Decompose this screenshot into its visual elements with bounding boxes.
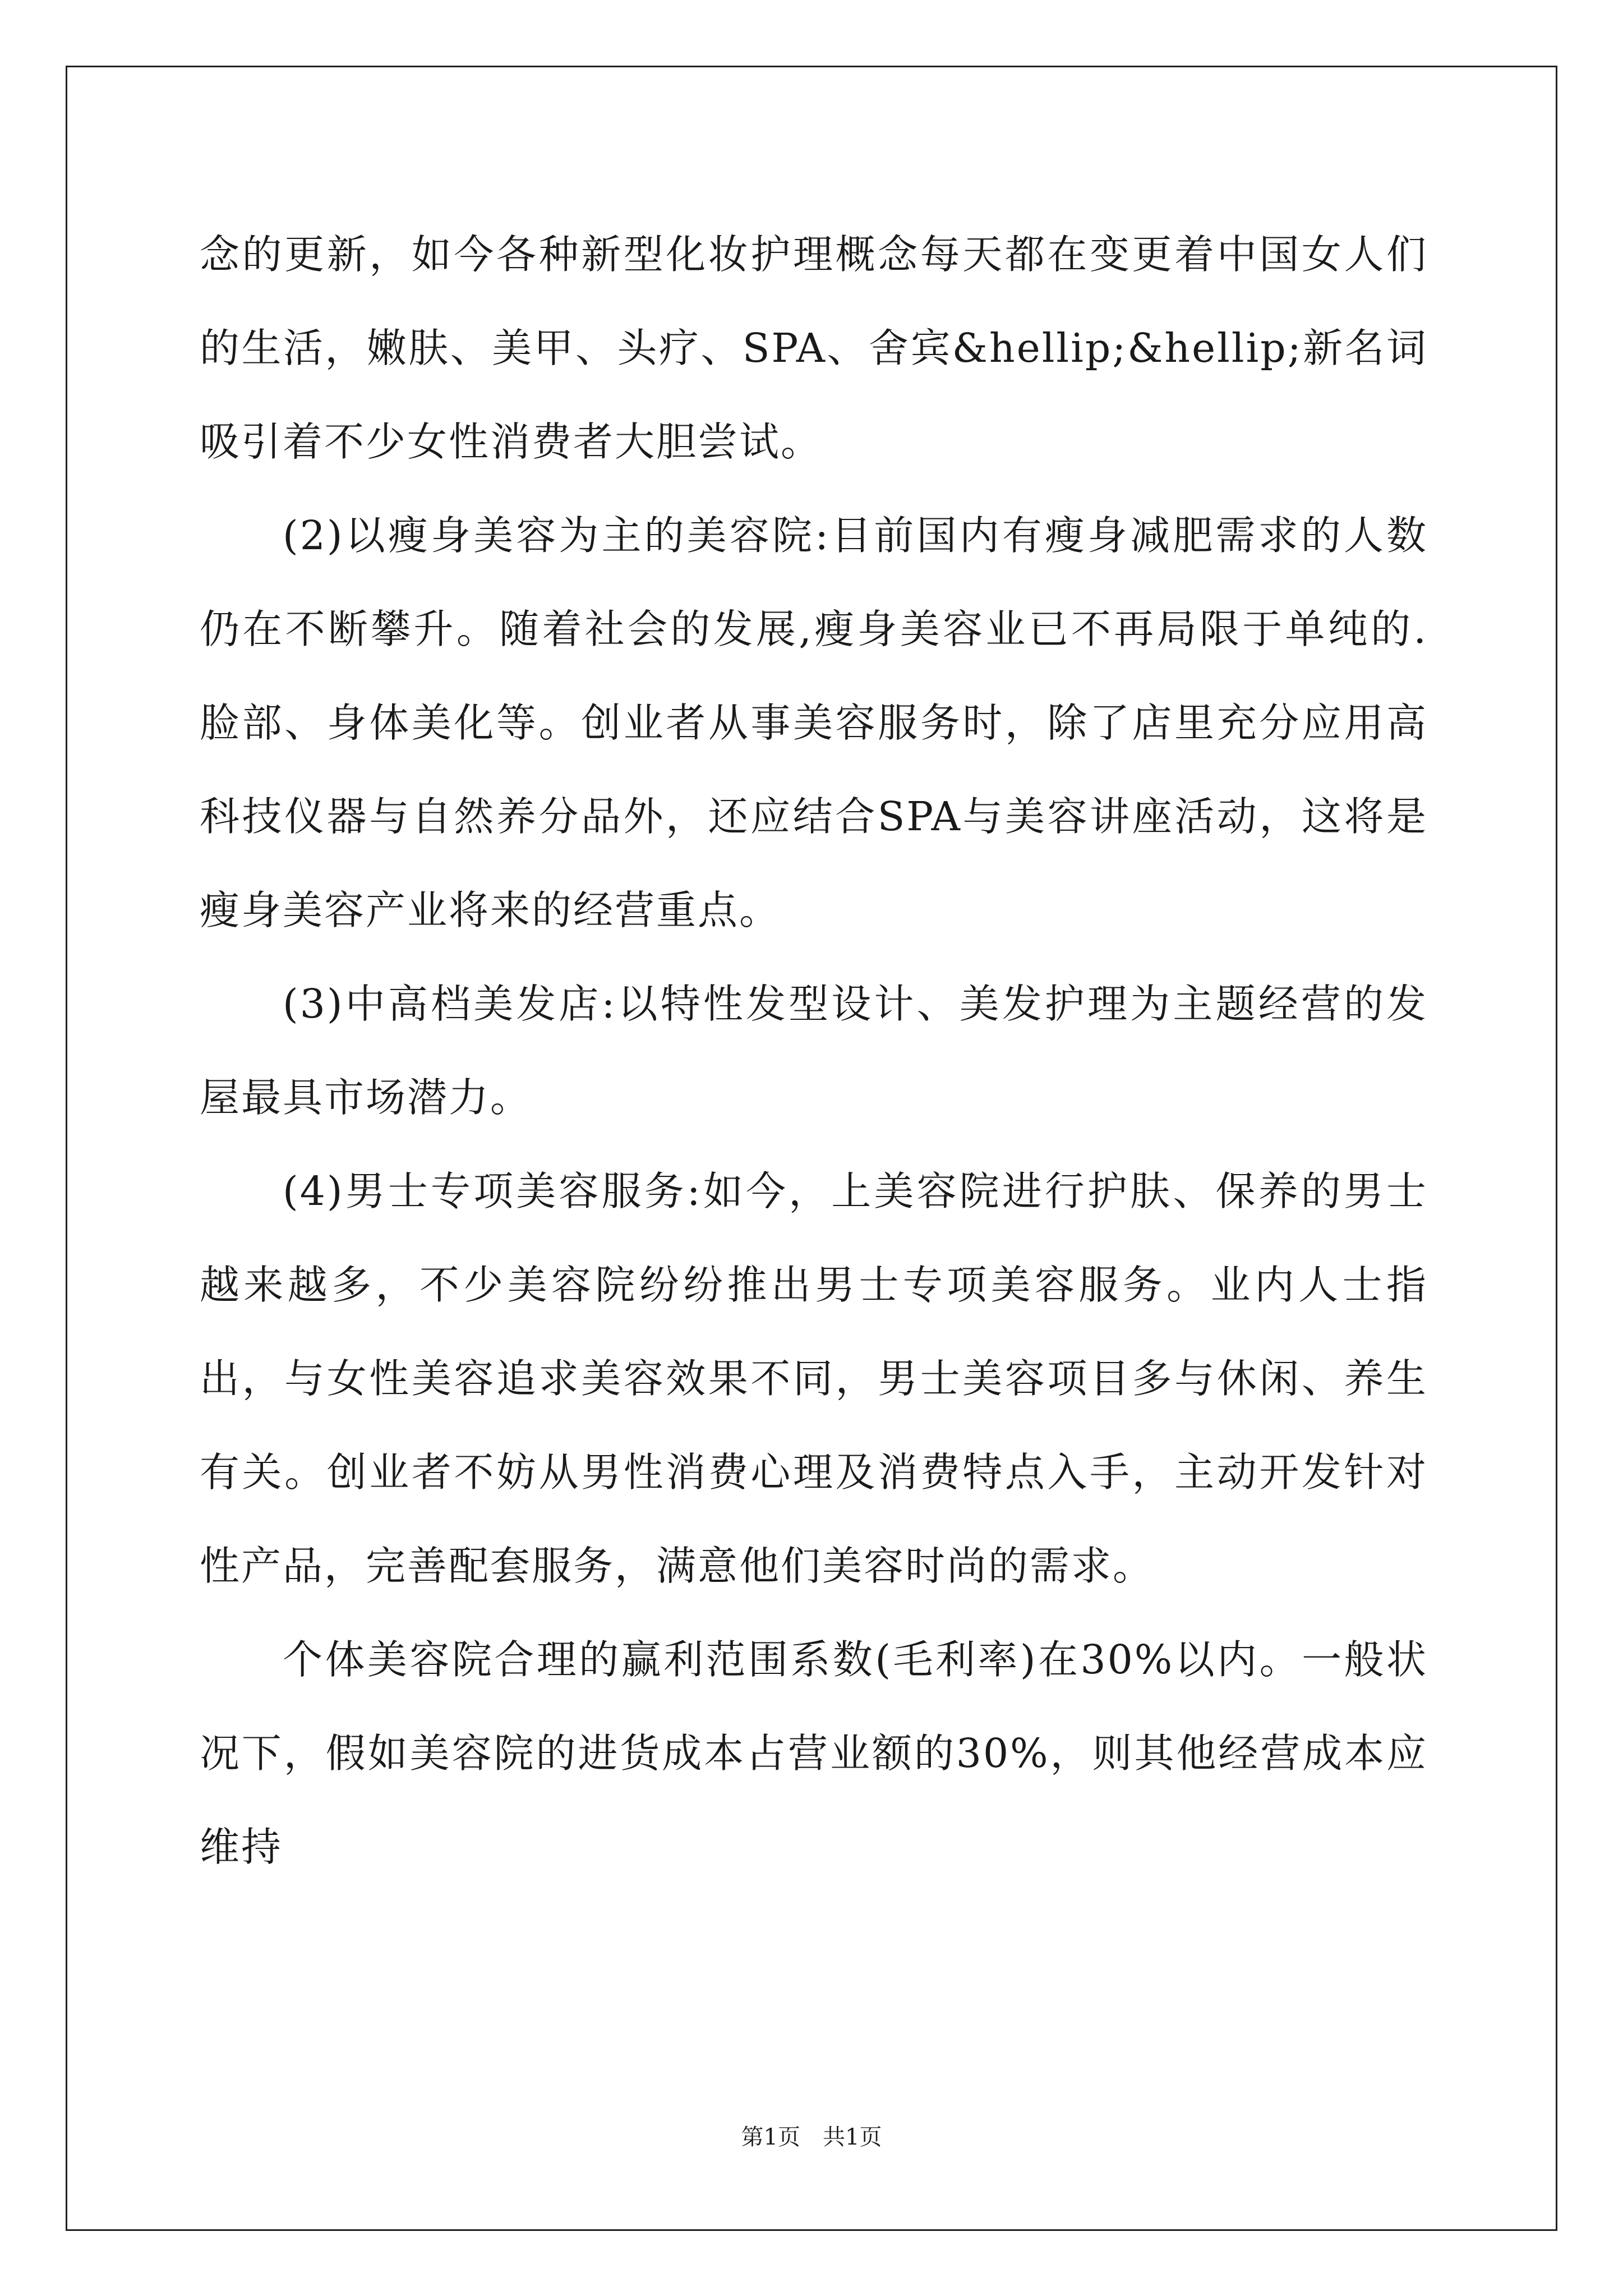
paragraph-1: 念的更新，如今各种新型化妆护理概念每天都在变更着中国女人们的生活，嫩肤、美甲、头疗、SPA、舍宾&hellip;&hellip;新名词吸引着不少女性消费者大胆尝试。 [200, 231, 1428, 465]
paragraph-2: (2)以瘦身美容为主的美容院:目前国内有瘦身减肥需求的人数仍在不断攀升。随着社会的发展,瘦身美容业已不再局限于单纯的.脸部、身体美化等。创业者从事美容服务时，除了店里充分应用高科技仪器与自然养分品外，还应结合SPA与美容讲座活动，这将是瘦身美容产业将来的经营重点。 [200, 512, 1428, 933]
paragraph-3: (3)中高档美发店:以特性发型设计、美发护理为主题经营的发屋最具市场潜力。 [200, 981, 1428, 1121]
page-number: 第1页 [741, 2124, 800, 2150]
paragraph-5: 个体美容院合理的赢利范围系数(毛利率)在30%以内。一般状况下，假如美容院的进货成本占营业额的30%，则其他经营成本应维持 [200, 1636, 1428, 1870]
page-footer [0, 2120, 1623, 2154]
paragraph-4: (4)男士专项美容服务:如今，上美容院进行护肤、保养的男士越来越多，不少美容院纷纷推出男士专项美容服务。业内人士指出，与女性美容追求美容效果不同，男士美容项目多与休闲、养生有关。创业者不妨从男性消费心理及消费特点入手，主动开发针对性产品，完善配套服务，满意他们美容时尚的需求。 [200, 1168, 1428, 1589]
document-body [200, 208, 1428, 1894]
page-total: 共1页 [823, 2124, 882, 2150]
